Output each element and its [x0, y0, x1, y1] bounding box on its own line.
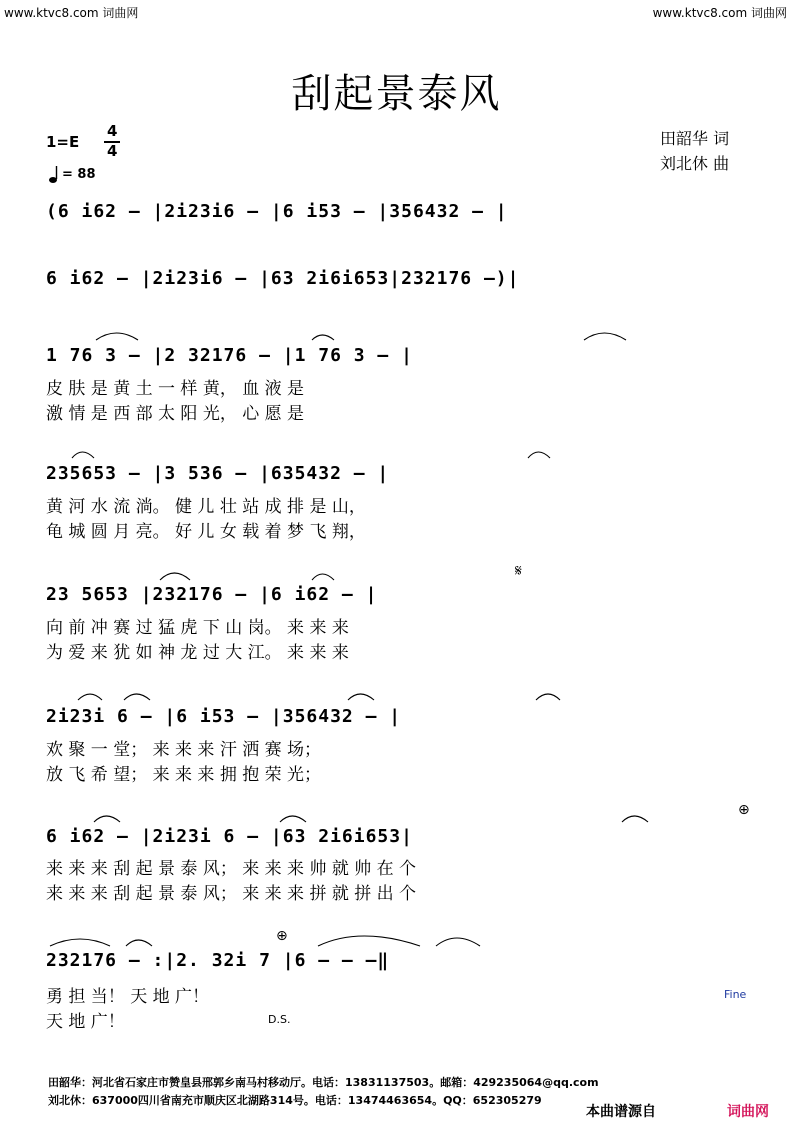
- key-signature: 1=E: [46, 133, 80, 151]
- slur-arc: [50, 939, 110, 946]
- song-title: 刮起景泰风: [291, 71, 502, 117]
- slur-arc: [124, 694, 150, 700]
- system-7-lyrics-verse2: 来 来 来 刮 起 景 泰 风； 来 来 来 拼 就 拼 出 个: [46, 884, 417, 904]
- time-signature-bottom: 4: [107, 142, 118, 160]
- slur-arc: [96, 333, 138, 340]
- system-2-notes: 6 i62 – |2i23i6 – |63 2i6i653|232176 –)|: [46, 268, 520, 289]
- slur-arc: [318, 936, 420, 946]
- slur-arc: [126, 940, 152, 946]
- system-8-lyrics-verse2: 天 地 广！: [46, 1012, 125, 1032]
- segno-sign: 𝄋: [515, 561, 522, 580]
- system-4-notes: 235653 – |3 536 – |635432 – |: [46, 463, 390, 484]
- source-label: 本曲谱源自: [584, 1101, 658, 1121]
- system-3-lyrics-verse2: 激 情 是 西 部 太 阳 光， 心 愿 是: [46, 404, 305, 424]
- ds-marking: D.S.: [268, 1013, 291, 1026]
- slur-arc: [160, 573, 190, 580]
- tempo-value: = 88: [62, 167, 96, 182]
- system-3-lyrics-verse1: 皮 肤 是 黄 土 一 样 黄， 血 液 是: [46, 379, 305, 399]
- system-5-notes: 23 5653 |232176 – |6 i62 – |: [46, 584, 378, 605]
- site-logo: 词曲网: [727, 1104, 769, 1120]
- slur-arc: [528, 452, 550, 458]
- footer-contact-composer: 刘北休：637000四川省南充市顺庆区北湖路314号。电话：13474463654。QQ：652305279: [48, 1094, 542, 1107]
- slur-arc: [72, 452, 94, 458]
- system-4-lyrics-verse1: 黄 河 水 流 淌。 健 儿 壮 站 成 排 是 山，: [46, 497, 366, 517]
- composer-credit: 刘北休 曲: [660, 154, 730, 173]
- system-8-notes: 232176 – :|2. 32i 7 |6 – – –‖: [46, 950, 390, 971]
- footer-contact-lyricist: 田韶华：河北省石家庄市赞皇县邢郭乡南马村移动厅。电话：13831137503。邮箱：429235064@qq.com: [48, 1076, 599, 1089]
- coda-sign-lower: ⊕: [276, 928, 288, 944]
- time-signature-top: 4: [107, 122, 118, 140]
- system-5-lyrics-verse2: 为 爱 来 犹 如 神 龙 过 大 江。 来 来 来: [46, 643, 349, 663]
- system-1-notes: (6 i62 – |2i23i6 – |6 i53 – |356432 – |: [46, 201, 508, 222]
- slur-arc: [436, 938, 480, 946]
- watermark-left: www.ktvc8.com 词曲网: [4, 6, 139, 20]
- slur-arc: [312, 574, 334, 580]
- system-7-notes: 6 i62 – |2i23i 6 – |63 2i6i653|: [46, 826, 413, 847]
- system-6-lyrics-verse1: 欢 聚 一 堂； 来 来 来 汗 洒 赛 场；: [46, 740, 322, 760]
- slur-arc: [536, 694, 560, 700]
- fine-marking: Fine: [724, 988, 747, 1001]
- lyricist-credit: 田韶华 词: [660, 129, 730, 148]
- slur-arc: [312, 335, 334, 340]
- system-4-lyrics-verse2: 龟 城 圆 月 亮。 好 儿 女 载 着 梦 飞 翔，: [46, 522, 366, 542]
- system-6-notes: 2i23i 6 – |6 i53 – |356432 – |: [46, 706, 402, 727]
- watermark-right: www.ktvc8.com 词曲网: [652, 6, 787, 20]
- system-8-lyrics-verse1: 勇 担 当！ 天 地 广！: [46, 987, 210, 1007]
- slur-arc: [280, 816, 306, 822]
- slur-arc: [94, 816, 120, 822]
- slur-arc: [348, 694, 374, 700]
- system-6-lyrics-verse2: 放 飞 希 望； 来 来 来 拥 抱 荣 光；: [46, 765, 322, 785]
- slur-arc: [78, 694, 102, 700]
- slur-arc: [622, 816, 648, 822]
- system-3-notes: 1 76 3 – |2 32176 – |1 76 3 – |: [46, 345, 413, 366]
- system-5-lyrics-verse1: 向 前 冲 赛 过 猛 虎 下 山 岗。 来 来 来: [46, 618, 349, 638]
- system-7-lyrics-verse1: 来 来 来 刮 起 景 泰 风； 来 来 来 帅 就 帅 在 个: [46, 859, 417, 879]
- coda-sign-upper: ⊕: [738, 802, 750, 818]
- slur-arc: [584, 333, 626, 340]
